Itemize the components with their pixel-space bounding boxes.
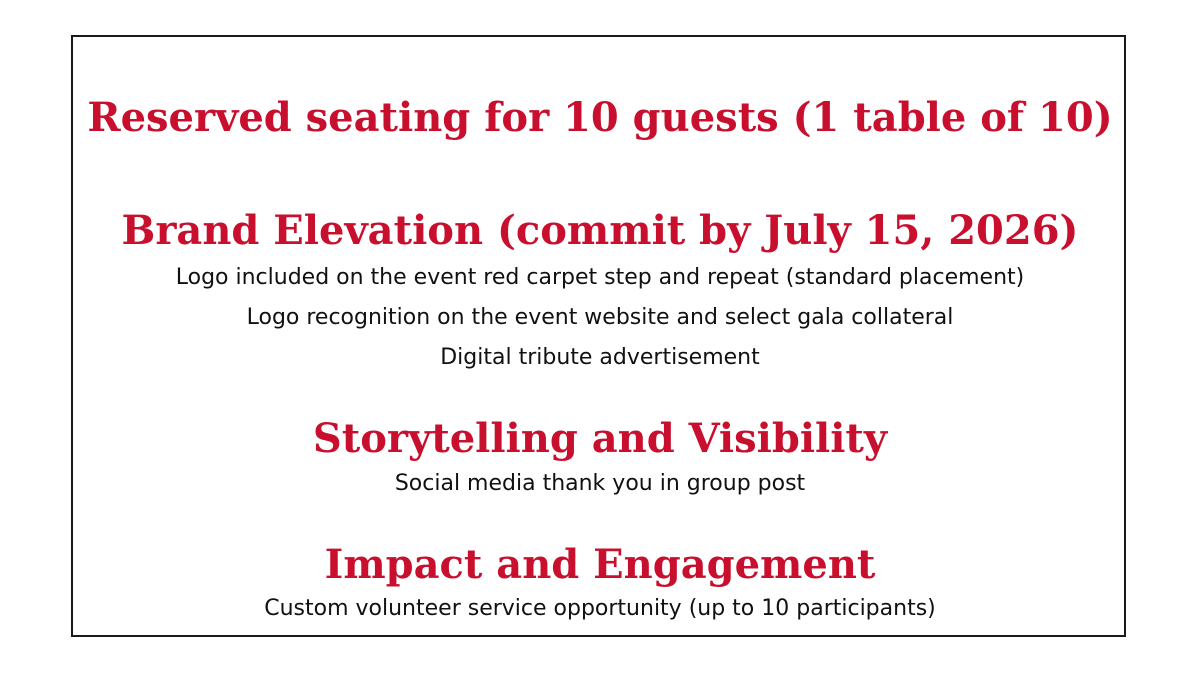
brand-elevation-item: Logo included on the event red carpet step and repeat (standard placement) [175, 265, 1025, 290]
seating-heading: Reserved seating for 10 guests (1 table of 10) [87, 94, 1113, 141]
impact-item: Custom volunteer service opportunity (up to 10 participants) [264, 596, 936, 621]
impact-heading: Impact and Engagement [324, 541, 876, 588]
brand-elevation-item: Digital tribute advertisement [440, 345, 760, 370]
brand-elevation-item: Logo recognition on the event website and select gala collateral [246, 305, 954, 330]
storytelling-item: Social media thank you in group post [394, 471, 806, 496]
brand-elevation-heading: Brand Elevation (commit by July 15, 2026) [121, 207, 1079, 254]
storytelling-heading: Storytelling and Visibility [312, 415, 888, 462]
